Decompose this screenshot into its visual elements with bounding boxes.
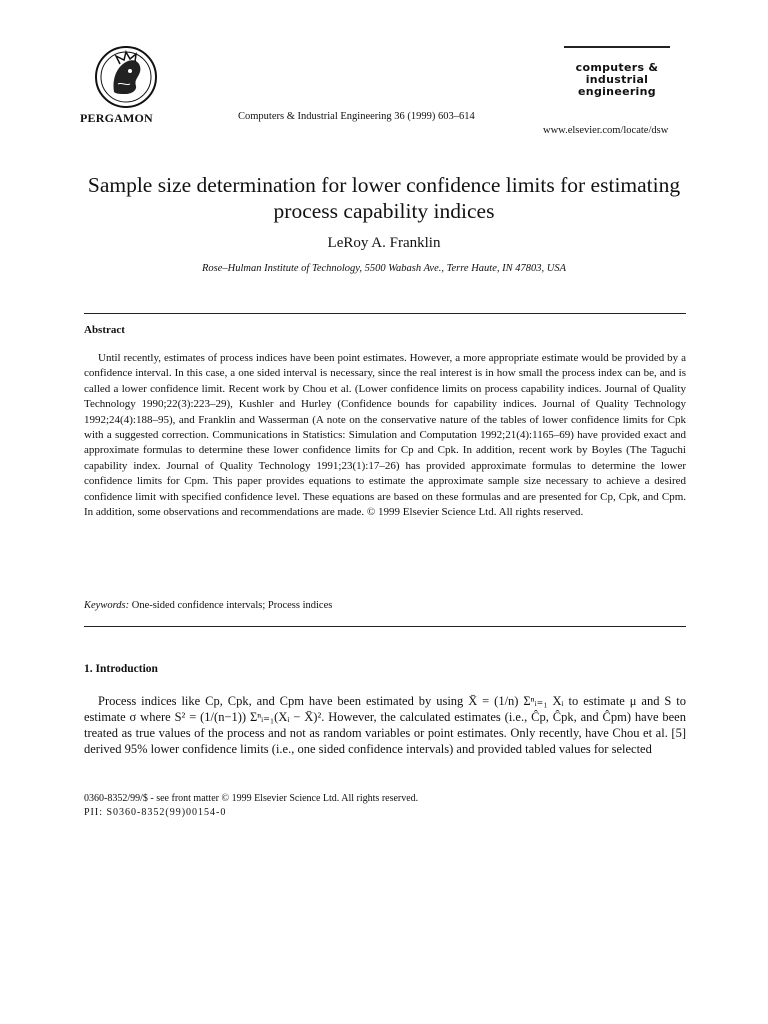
author-affiliation: Rose–Hulman Institute of Technology, 5500 Wabash Ave., Terre Haute, IN 47803, USA — [202, 263, 566, 274]
journal-logo-line: engineering — [578, 85, 656, 98]
publisher-emblem — [94, 44, 158, 110]
journal-url[interactable]: www.elsevier.com/locate/dsw — [543, 125, 669, 136]
section-heading: 1. Introduction — [84, 663, 158, 675]
keywords-label: Keywords: — [84, 600, 130, 611]
keywords — [84, 600, 332, 611]
divider — [84, 313, 686, 314]
journal-logo-line: industrial — [585, 73, 649, 86]
article-title: Sample size determination for lower confidence limits for estimating process capability indices — [87, 173, 681, 223]
journal-logo-rule — [564, 46, 670, 48]
publisher-name: PERGAMON — [80, 111, 153, 125]
abstract-text: Until recently, estimates of process indices have been point estimates. However, a more appropriate estimate would be provided by a confidence interval. In this case, a one sided interval is necessary, since the real interest is in how small the process index can be, and is called a lower confidence limit. Recent work by Chou et al. (Lower confidence limits on process capability indices. Journal of Quality Technology 1990;22(3):223–29), Kushler and Hurley (Confidence bounds for capability indices. Journal of Quality Technology 1992;24(4):188–95), and Franklin and Wasserman (A note on the conservative nature of the tables of lower confidence limits for Cpk with a suggested correction. Communications in Statistics: Simulation and Computation 1992;21(4):1165–69) have provided exact and approximate formulas to determine these lower confidence limits for Cp and Cpk. In addition, recent work by Boyles (The Taguchi capability index. Journal of Quality Technology 1991;23(1):17–26) has provided approximate formulas to determine the lower confidence limits for Cpm. This paper provides equations to estimate the approximate sample size necessary to achieve a desired confidence limit with specified confidence level. These equations are based on these formulas and are presented for Cp, Cpk, and Cpm. In addition, some observations and recommendations are made. © 1999 Elsevier Science Ltd. All rights reserved. — [84, 352, 686, 519]
abstract-heading: Abstract — [84, 324, 125, 336]
footnote — [84, 792, 418, 820]
journal-logo — [560, 62, 674, 98]
divider — [84, 626, 686, 627]
journal-citation: Computers & Industrial Engineering 36 (1999) 603–614 — [238, 111, 475, 122]
journal-logo-line: computers & — [575, 61, 659, 74]
article-author: LeRoy A. Franklin — [327, 235, 441, 251]
pii-line: PII: S0360-8352(99)00154-0 — [84, 807, 227, 818]
keywords-text: One-sided confidence intervals; Process indices — [131, 600, 333, 611]
section-body: Process indices like Cp, Cpk, and Cpm have been estimated by using X̄ = (1/n) Σⁿᵢ₌₁ Xᵢ to estimate μ and S to estimate σ where S² = (1/(n−1)) Σⁿᵢ₌₁(Xᵢ − X̄)². However, the calculated estimates (i.e., Ĉp, Ĉpk, and Ĉpm) have been treated as true values of the process and not as random variables or point estimates. Only recently, have Chou et al. [5] derived 95% lower confidence limits (i.e., one sided confidence intervals) and provided tabled values for selected — [84, 694, 686, 756]
copyright-line: 0360-8352/99/$ - see front matter © 1999 Elsevier Science Ltd. All rights reserved. — [84, 793, 419, 804]
